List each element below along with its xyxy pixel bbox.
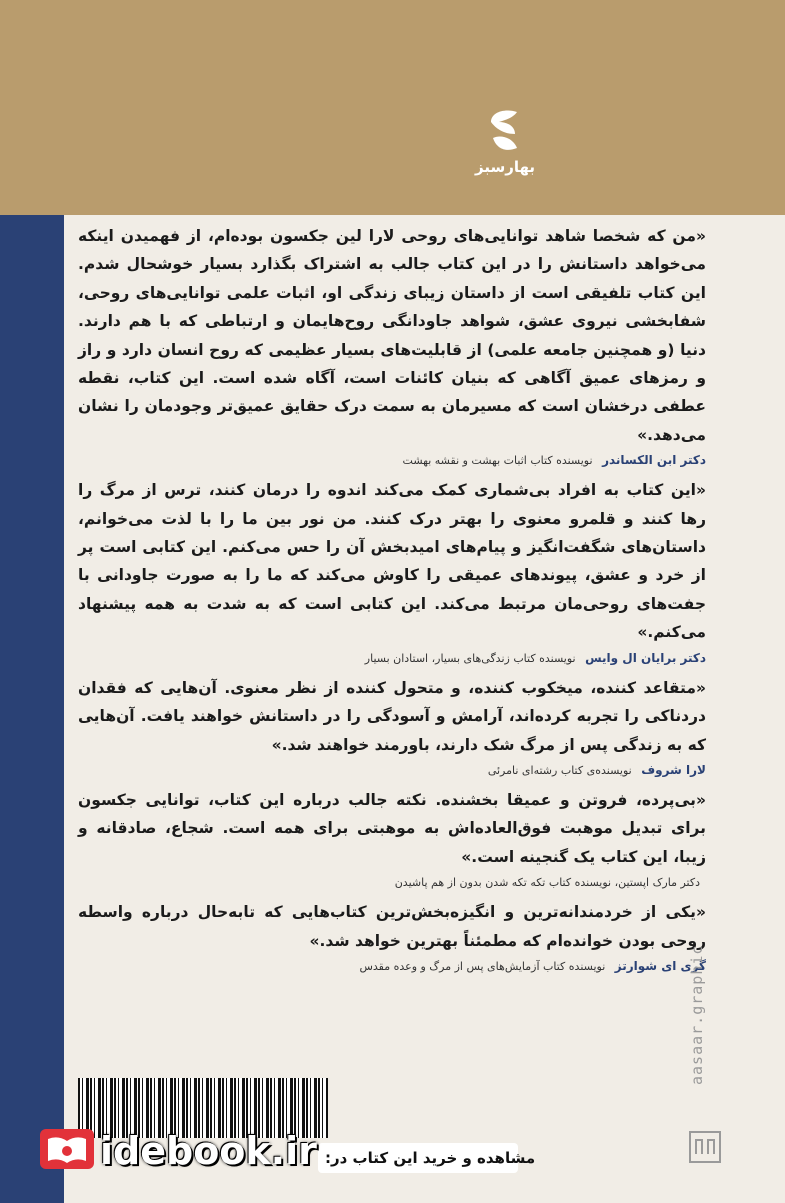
- blurb-author: دکتر ابن الکساندر: [602, 453, 706, 468]
- watermark-banner: [0, 1125, 785, 1175]
- blurb-author-role: نویسنده کتاب آزمایش‌های پس از مرگ و وعده مقدس: [359, 959, 606, 973]
- publisher-logo: [470, 108, 540, 198]
- blurb-author: گری ای شوارتز: [614, 958, 706, 973]
- designer-credit: aasaar.graphic: [688, 944, 706, 1085]
- leaf-icon: [483, 108, 527, 156]
- blurb-attribution: [78, 955, 706, 982]
- left-color-band: [0, 215, 64, 1203]
- blurb-quote: «متقاعد کننده، میخکوب کننده، و متحول کننده از نظر معنوی. آن‌هایی که فقدان دردناکی را تجربه کرده‌اند، آرامش و آسودگی را در داستانش خواهند یافت. آن‌هایی که به زندگی پس از مرگ شک دارند، باورمند خواهند شد.»: [78, 678, 706, 754]
- watermark-site[interactable]: idebook.ir: [100, 1129, 317, 1173]
- blurb-quote: «من که شخصا شاهد توانایی‌های روحی لارا لین جکسون بوده‌ام، از فهمیدن اینکه می‌خواهد داستانش را در این کتاب جالب به اشتراک بگذارد بسیار خوشحال شدم. این کتاب تلفیقی است از داستان زیبای زندگی او، اثبات علمی توانایی‌های روحی، شفابخشی نیروی عشق، شواهد جاودانگی روح‌هایمان و ارتباطی که با هم دارند. دنیا (و همچنین جامعه علمی) از قابلیت‌های بسیار عظیمی که روح انسان دارد و راز و رمزهای عمیق آگاهی که بنیان کائنات است، آگاه شده است. این کتاب، نقطه عطفی درخشان است که مسیرمان به سمت درک حقایق عمیق‌تر وجودمان را نشان می‌دهد.»: [78, 227, 706, 444]
- blurb-author: لارا شروف: [641, 762, 706, 777]
- blurb-attribution: [78, 759, 706, 786]
- blurb-quote: «یکی از خردمندانه‌ترین و انگیزه‌بخش‌ترین کتاب‌هایی که تابه‌حال درباره واسطه روحی بودن خوانده‌ام که مطمئناً بهترین خواهد شد.»: [78, 903, 706, 950]
- blurb-quote: «بی‌پرده، فروتن و عمیقا بخشنده. نکته جالب درباره این کتاب، توانایی جکسون برای تبدیل موهبت فوق‌العاده‌اش به موهبتی برای همه است. شجاع، صادقانه و زیبا، این کتاب یک گنجینه است.»: [78, 790, 706, 866]
- blurb-author: دکتر برایان ال وایس: [585, 650, 706, 665]
- blurb-quote: «این کتاب به افراد بی‌شماری کمک می‌کند اندوه را درمان کنند، ترس از مرگ را رها کنند و قلمرو معنوی را بهتر درک کنند. من نور بین ما را با لذت می‌خوانم، داستان‌های شگفت‌انگیز و پیام‌های امیدبخش آن را حس می‌کنم. این کتابی است پر از خرد و عشق، پیوندهای عمیقی را کاوش می‌کند که ما را به صورت جاودانی با جفت‌های روحی‌مان مرتبط می‌کند. این کتابی است که به شدت به همه پیشنهاد می‌کنم.»: [78, 481, 706, 642]
- open-book-icon: [38, 1127, 96, 1171]
- blurb-author-role: دکتر مارک اپستین، نویسنده کتاب تکه تکه شدن بدون از هم پاشیدن: [394, 876, 700, 890]
- blurb-attribution: [78, 647, 706, 674]
- blurb-attribution: [78, 449, 706, 476]
- watermark-caption: مشاهده و خرید این کتاب در:: [325, 1149, 536, 1167]
- blurb-author-role: نویسنده کتاب اثبات بهشت و نقشه بهشت: [402, 454, 593, 468]
- blurb-attribution: [78, 871, 706, 898]
- top-color-band: [0, 0, 785, 215]
- publisher-logo-text: بهارسبز: [474, 158, 535, 176]
- blurb-author-role: نویسنده کتاب زندگی‌های بسیار، استادان بسیار: [364, 651, 576, 665]
- blurb-author-role: نویسنده‌ی کتاب رشته‌ای نامرئی: [487, 763, 632, 777]
- blurbs-container: [78, 222, 706, 982]
